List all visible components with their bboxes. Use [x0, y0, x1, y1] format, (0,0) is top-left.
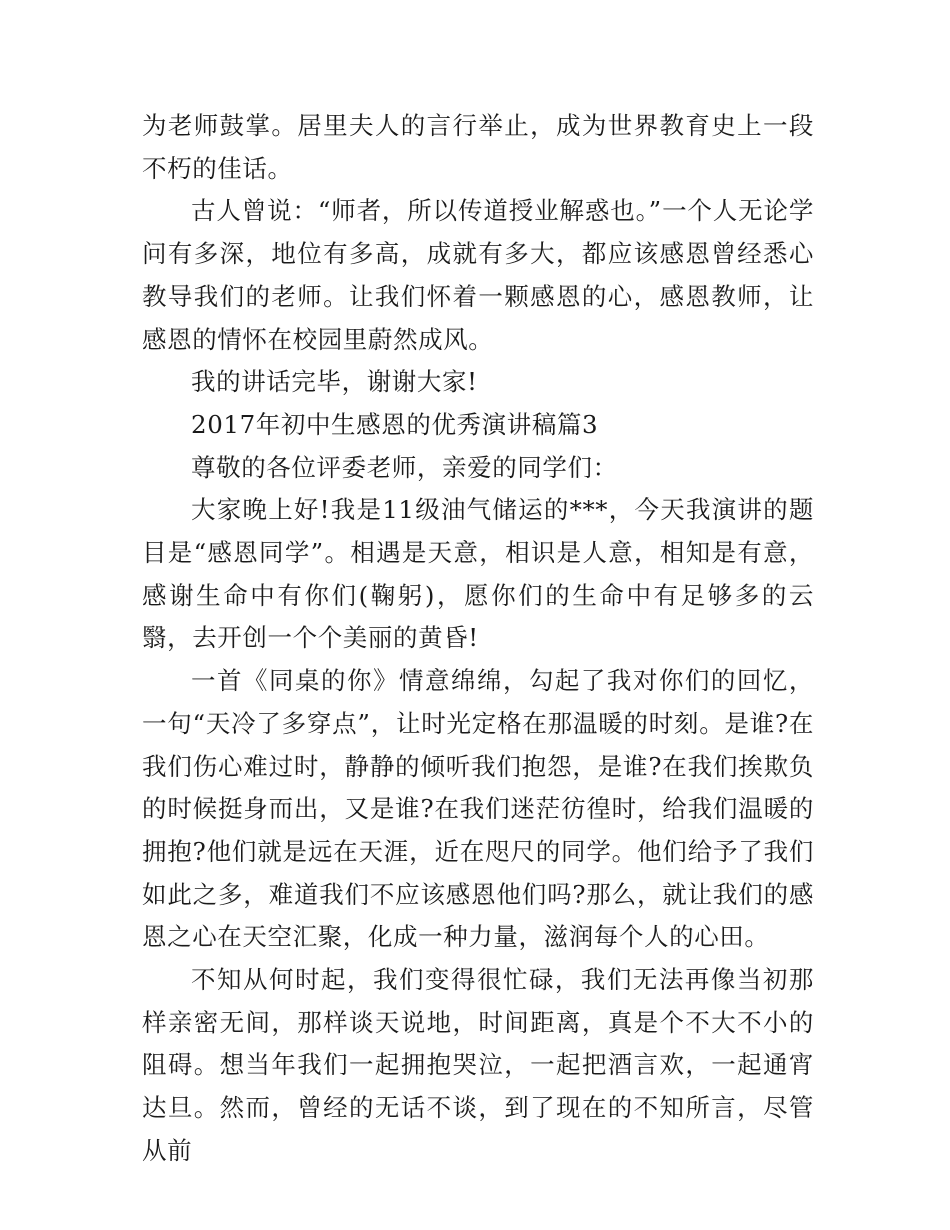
section-heading: 2017年初中生感恩的优秀演讲稿篇3	[191, 409, 599, 439]
document-body	[142, 105, 814, 1173]
paragraph-8: 不知从何时起，我们变得很忙碌，我们无法再像当初那样亲密无间，那样谈天说地，时间距离，真是个不大不小的阻碍。想当年我们一起拥抱哭泣，一起把酒言欢，一起通宵达旦。然而，曾经的无话不谈，到了现在的不知所言，尽管从前	[142, 965, 814, 1165]
salutation: 尊敬的各位评委老师，亲爱的同学们：	[191, 452, 618, 482]
paragraph-1: 为老师鼓掌。居里夫人的言行举止，成为世界教育史上一段不朽的佳话。	[142, 111, 814, 183]
paragraph-7: 一首《同桌的你》情意绵绵，勾起了我对你们的回忆，一句“天冷了多穿点”，让时光定格在那温暖的时刻。是谁?在我们伤心难过时，静静的倾听我们抱怨，是谁?在我们挨欺负的时候挺身而出，又是谁?在我们迷茫彷徨时，给我们温暖的拥抱?他们就是远在天涯，近在咫尺的同学。他们给予了我们如此之多，难道我们不应该感恩他们吗?那么，就让我们的感恩之心在天空汇聚，化成一种力量，滋润每个人的心田。	[142, 666, 814, 952]
paragraph-3: 我的讲话完毕，谢谢大家!	[191, 367, 478, 397]
paragraph-2: 古人曾说：“师者，所以传道授业解惑也。”一个人无论学问有多深，地位有多高，成就有多大，都应该感恩曾经悉心教导我们的老师。让我们怀着一颗感恩的心，感恩教师，让感恩的情怀在校园里蔚然成风。	[142, 196, 814, 354]
paragraph-6: 大家晚上好!我是11级油气储运的***，今天我演讲的题目是“感恩同学”。相遇是天意，相识是人意，相知是有意，感谢生命中有你们(鞠躬)，愿你们的生命中有足够多的云翳，去开创一个个美丽的黄昏!	[142, 495, 814, 653]
